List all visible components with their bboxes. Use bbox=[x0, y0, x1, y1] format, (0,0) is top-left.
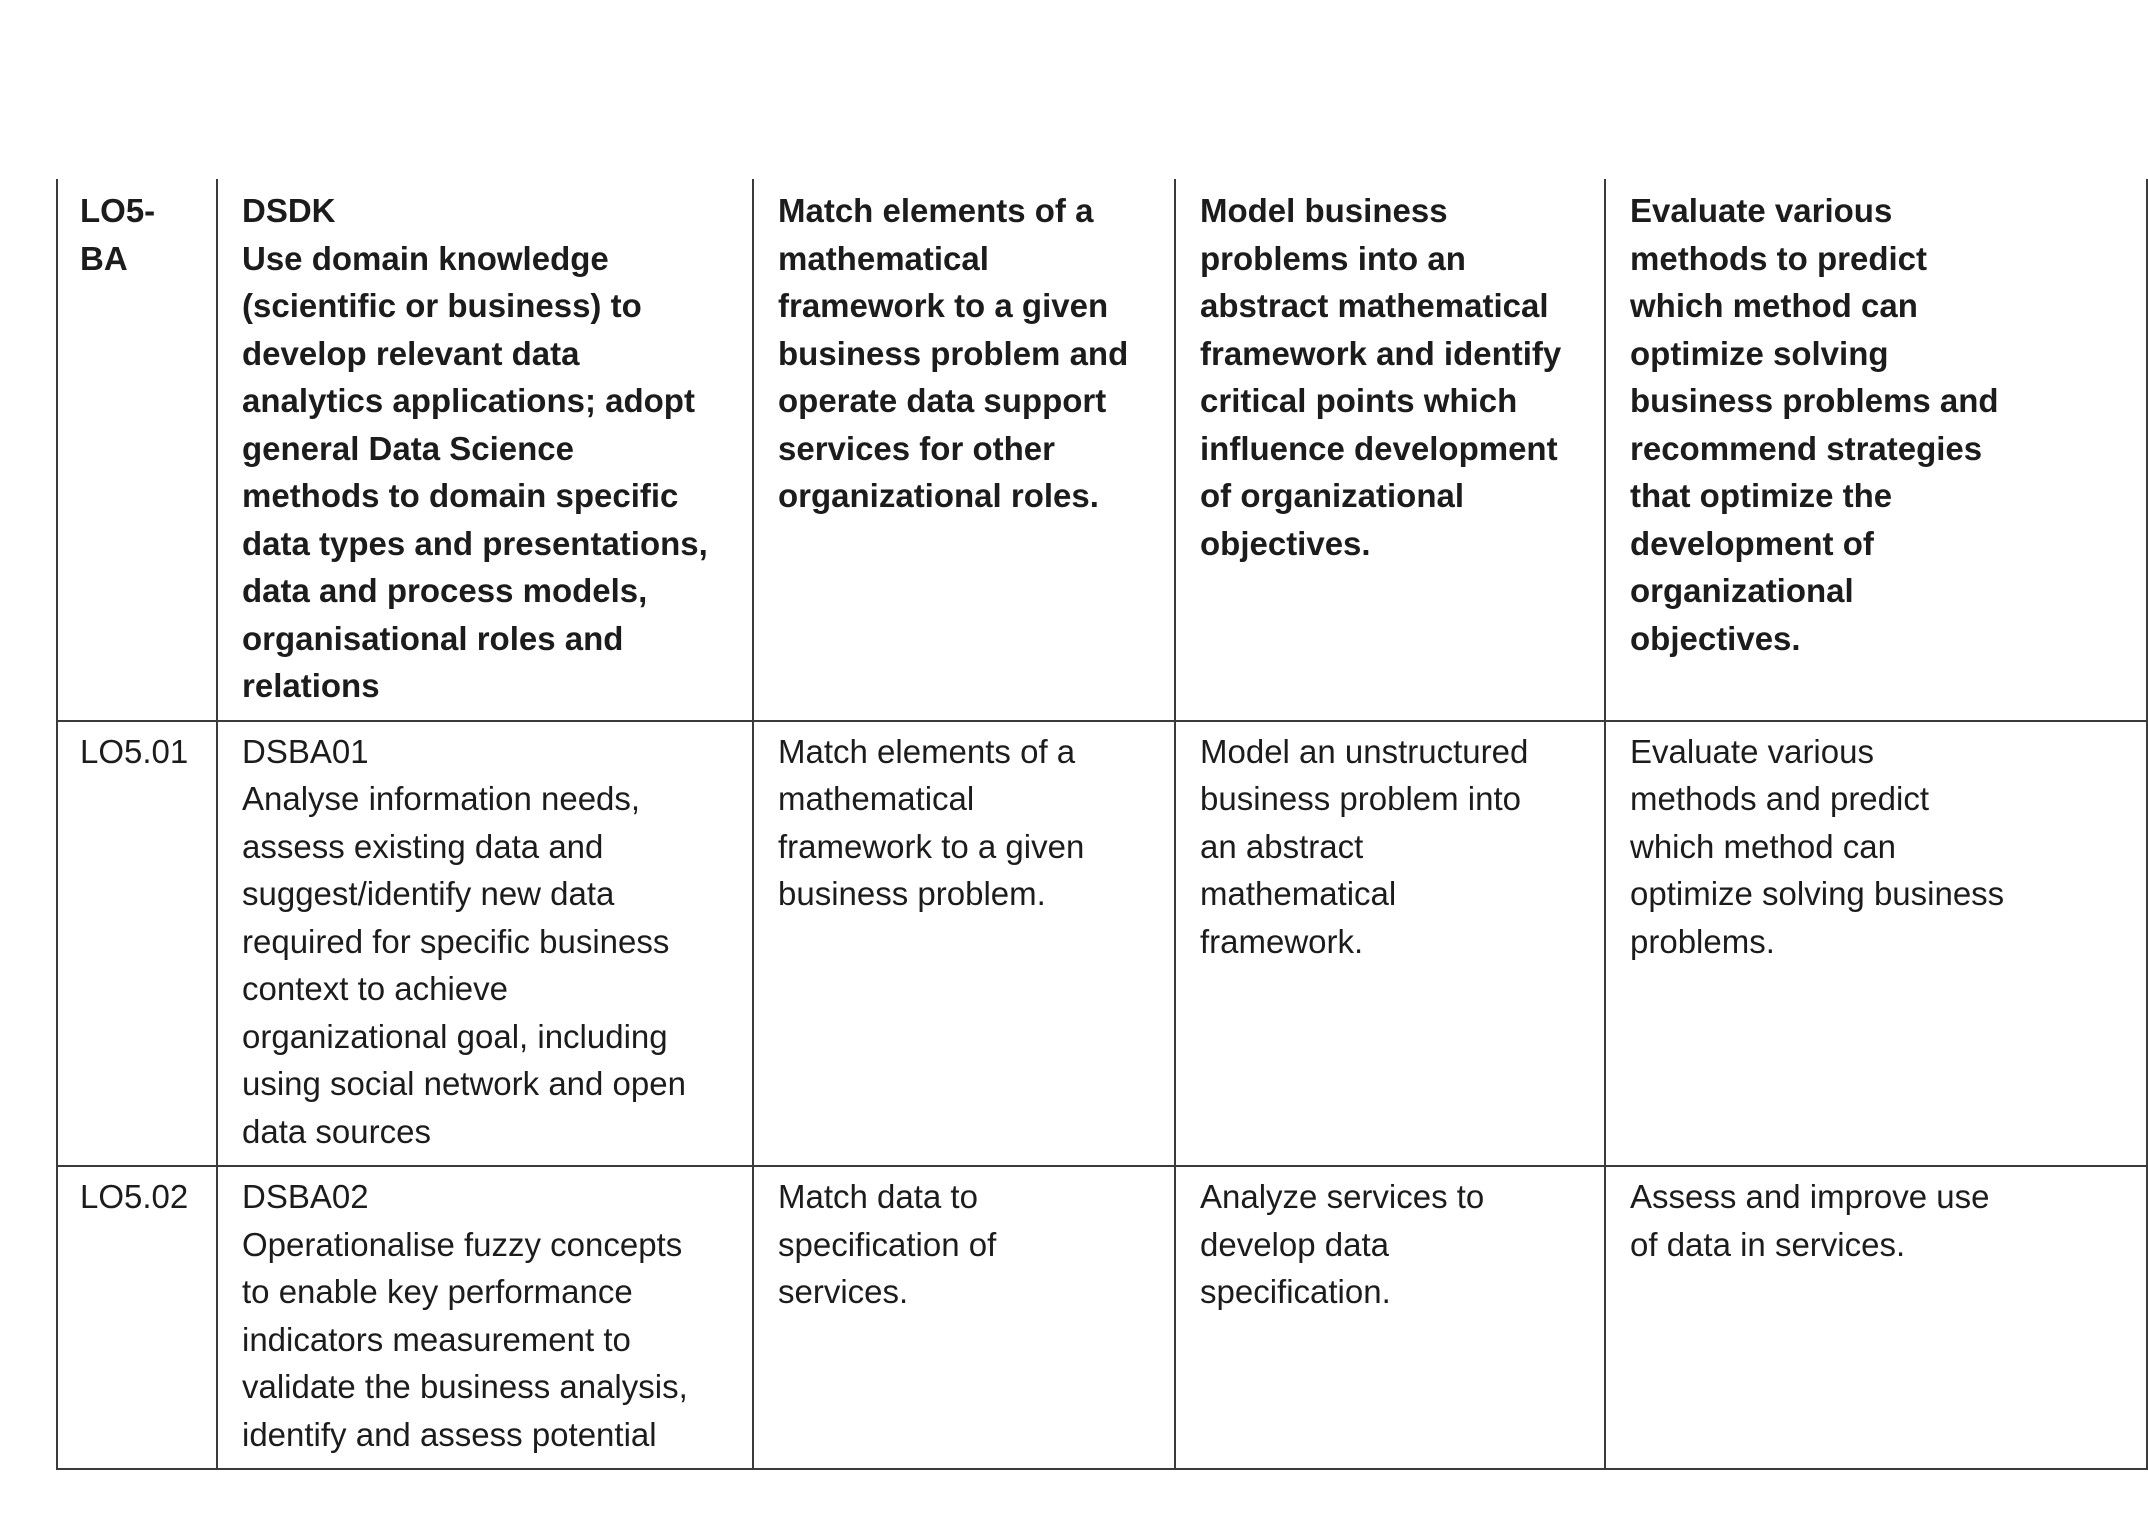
cell-text-line: data sources bbox=[242, 1112, 431, 1150]
cell-text-line: DSBA02 bbox=[242, 1178, 369, 1215]
cell-text-line: operate data support bbox=[778, 382, 1107, 419]
cell-text-line: indicators measurement to bbox=[242, 1320, 631, 1358]
cell-text-line: problems. bbox=[1630, 922, 1775, 960]
table-cell bbox=[217, 1166, 753, 1469]
cell-text-line: Operationalise fuzzy concepts bbox=[242, 1225, 683, 1263]
cell-text-line: Evaluate various bbox=[1630, 192, 1893, 229]
table-header-row bbox=[57, 179, 2147, 721]
cell-text-line: (scientific or business) to bbox=[242, 287, 642, 324]
competence-table bbox=[56, 179, 2148, 1470]
cell-text-line: Match elements of a bbox=[778, 732, 1076, 770]
cell-text-line: organizational roles. bbox=[778, 477, 1099, 514]
row-id-text: BA bbox=[80, 239, 128, 277]
cell-text-line: services. bbox=[778, 1273, 909, 1310]
table-cell bbox=[1605, 1166, 2147, 1469]
row-id-text: LO5- bbox=[80, 192, 156, 229]
cell-text-line: DSDK bbox=[242, 192, 336, 229]
cell-text-line: business problem and bbox=[778, 334, 1129, 372]
cell-text-line: recommend strategies bbox=[1630, 429, 1983, 467]
cell-text-line: specification. bbox=[1200, 1273, 1391, 1310]
cell-text-line: to enable key performance bbox=[242, 1273, 633, 1310]
cell-text-line: objectives. bbox=[1630, 619, 1801, 657]
row-id-text: LO5.01 bbox=[80, 732, 189, 770]
cell-text-line: organisational roles and bbox=[242, 619, 624, 657]
cell-text-line: develop relevant data bbox=[242, 334, 580, 372]
cell-text-line: required for specific business bbox=[242, 922, 670, 960]
cell-text-line: influence development bbox=[1200, 429, 1558, 467]
row-id-cell bbox=[57, 179, 217, 721]
cell-text-line: optimize solving bbox=[1630, 334, 1889, 372]
cell-text-line: Use domain knowledge bbox=[242, 239, 609, 277]
cell-text-line: mathematical bbox=[778, 239, 989, 277]
row-id-text: LO5.02 bbox=[80, 1178, 189, 1215]
table-cell bbox=[217, 179, 753, 721]
table-cell bbox=[1175, 1166, 1605, 1469]
document-page bbox=[0, 179, 2048, 1453]
cell-text-line: framework. bbox=[1200, 922, 1364, 960]
table-cell bbox=[1175, 721, 1605, 1167]
cell-text-line: development of bbox=[1630, 524, 1874, 562]
cell-text-line: framework to a given bbox=[778, 287, 1109, 324]
cell-text-line: which method can bbox=[1630, 827, 1896, 865]
cell-text-line: that optimize the bbox=[1630, 477, 1893, 514]
cell-text-line: specification of bbox=[778, 1225, 997, 1263]
table-cell bbox=[1175, 179, 1605, 721]
cell-text-line: using social network and open bbox=[242, 1065, 686, 1102]
cell-text-line: Match elements of a bbox=[778, 192, 1094, 229]
cell-text-line: general Data Science bbox=[242, 429, 574, 467]
cell-text-line: mathematical bbox=[778, 780, 975, 817]
cell-text-line: an abstract bbox=[1200, 827, 1364, 865]
cell-text-line: objectives. bbox=[1200, 524, 1371, 562]
cell-text-line: data and process models, bbox=[242, 572, 648, 609]
table-cell bbox=[753, 721, 1175, 1167]
cell-text-line: framework and identify bbox=[1200, 334, 1562, 372]
cell-text-line: context to achieve bbox=[242, 970, 508, 1007]
cell-text-line: assess existing data and bbox=[242, 827, 604, 865]
table-cell bbox=[753, 179, 1175, 721]
cell-text-line: business problem. bbox=[778, 875, 1046, 912]
cell-text-line: validate the business analysis, bbox=[242, 1368, 688, 1405]
cell-text-line: methods and predict bbox=[1630, 780, 1930, 817]
cell-text-line: suggest/identify new data bbox=[242, 875, 615, 912]
cell-text-line: identify and assess potential bbox=[242, 1415, 657, 1453]
cell-text-line: business problem into bbox=[1200, 780, 1522, 817]
row-id-cell bbox=[57, 1166, 217, 1469]
cell-text-line: services for other bbox=[778, 429, 1055, 467]
cell-text-line: abstract mathematical bbox=[1200, 287, 1549, 324]
cell-text-line: Assess and improve use bbox=[1630, 1178, 1990, 1215]
table-cell bbox=[217, 721, 753, 1167]
cell-text-line: mathematical bbox=[1200, 875, 1397, 912]
table-row bbox=[57, 1166, 2147, 1469]
cell-text-line: framework to a given bbox=[778, 827, 1085, 865]
cell-text-line: Analyse information needs, bbox=[242, 780, 641, 817]
cell-text-line: of data in services. bbox=[1630, 1225, 1906, 1263]
cell-text-line: Evaluate various bbox=[1630, 732, 1874, 770]
cell-text-line: Analyze services to bbox=[1200, 1178, 1485, 1215]
cell-text-line: of organizational bbox=[1200, 477, 1464, 514]
cell-text-line: data types and presentations, bbox=[242, 524, 708, 562]
cell-text-line: methods to domain specific bbox=[242, 477, 679, 514]
cell-text-line: develop data bbox=[1200, 1225, 1389, 1263]
cell-text-line: Match data to bbox=[778, 1178, 978, 1215]
row-id-cell bbox=[57, 721, 217, 1167]
cell-text-line: methods to predict bbox=[1630, 239, 1928, 277]
cell-text-line: Model an unstructured bbox=[1200, 732, 1529, 770]
cell-text-line: organizational bbox=[1630, 572, 1854, 609]
cell-text-line: DSBA01 bbox=[242, 732, 369, 770]
cell-text-line: which method can bbox=[1630, 287, 1918, 324]
cell-text-line: analytics applications; adopt bbox=[242, 382, 695, 419]
cell-text-line: relations bbox=[242, 667, 380, 704]
cell-text-line: critical points which bbox=[1200, 382, 1518, 419]
cell-text-line: optimize solving business bbox=[1630, 875, 2005, 912]
table-cell bbox=[1605, 179, 2147, 721]
cell-text-line: Model business bbox=[1200, 192, 1448, 229]
cell-text-line: problems into an bbox=[1200, 239, 1466, 277]
cell-text-line: business problems and bbox=[1630, 382, 1999, 419]
cell-text-line: organizational goal, including bbox=[242, 1017, 668, 1055]
table-cell bbox=[753, 1166, 1175, 1469]
table-row bbox=[57, 721, 2147, 1167]
table-cell bbox=[1605, 721, 2147, 1167]
